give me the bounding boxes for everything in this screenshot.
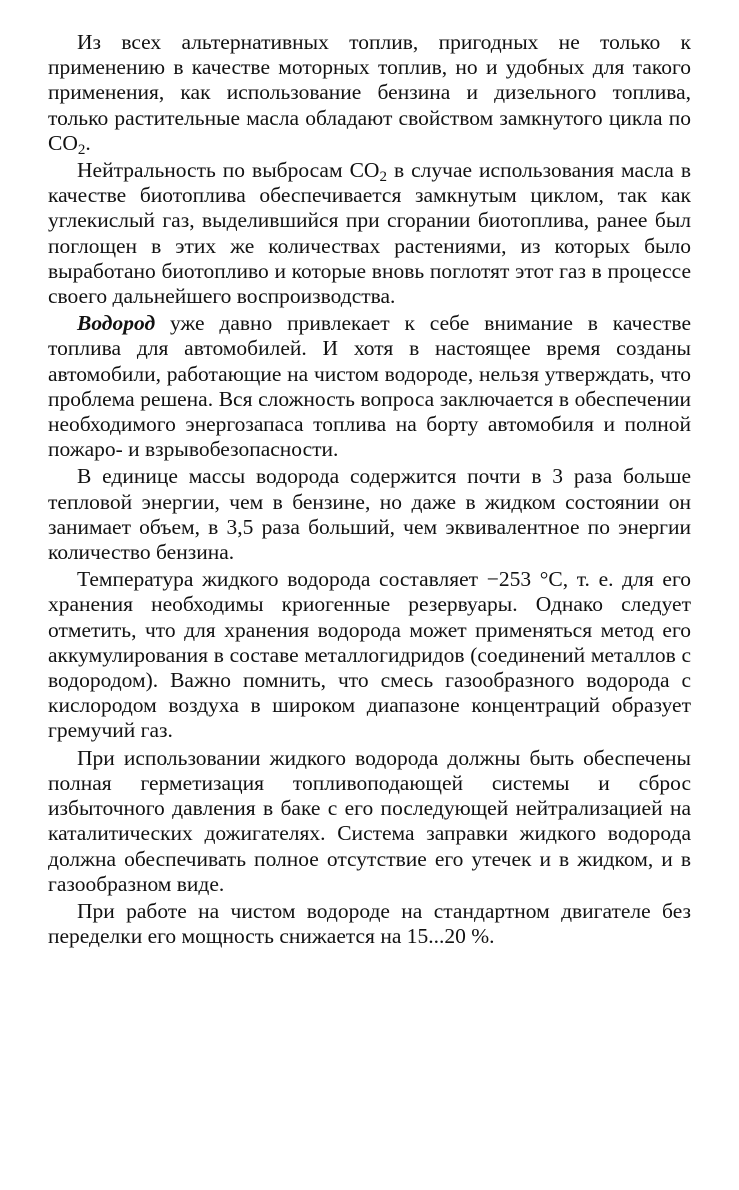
- paragraph-text: уже давно привлекает к себе внимание в качестве топлива для автомобилей. И хотя в настоящее время созданы автомобили, работающие на чистом водороде, нельзя утверждать, что проблема решена. Вся сложность вопроса заключается в обеспечении необходимого энергозапаса топлива на борту автомобиля и полной пожаро- и взрывобезопасности.: [48, 311, 691, 462]
- subscript: 2: [77, 141, 86, 158]
- paragraph-text: В единице массы водорода содержится почти в 3 раза больше тепловой энергии, чем в бензине, но даже в жидком состоянии он занимает объем, в 3,5 раза больший, чем эквивалентное по энергии количество бензина.: [48, 464, 691, 565]
- paragraph-co2-neutrality: [48, 158, 691, 309]
- page-text: [48, 30, 691, 951]
- paragraph-text-end: в случае использования масла в качестве биотоплива обеспечивается замкнутым циклом, так как углекислый газ, выделившийся при сгорании биотоплива, ранее был поглощен в этих же количествах растениями, из которых было выработано биотопливо и которые вновь поглотят этот газ в процессе своего дальнейшего воспроизводства.: [48, 158, 691, 309]
- paragraph-text: Из всех альтернативных топлив, пригодных не только к применению в качестве моторных топлив, но и удобных для такого применения, как использование бензина и дизельного топлива, только растительные масла обладают свойством замкнутого цикла по CO: [48, 30, 691, 155]
- paragraph-hydrogen-energy: [48, 464, 691, 565]
- paragraph-text: Температура жидкого водорода составляет −253 °С, т. е. для его хранения необходимы криогенные резервуары. Однако следует отметить, что для хранения водорода может применяться метод его аккумулирования в составе металлогидридов (соединений металлов с водородом). Важно помнить, что смесь газообразного водорода с кислородом воздуха в широком диапазоне концентраций образует гремучий газ.: [48, 567, 691, 743]
- paragraph-hydrogen-intro: [48, 311, 691, 462]
- paragraph-hydrogen-storage: [48, 567, 691, 743]
- paragraph-hydrogen-safety: [48, 746, 691, 897]
- term-hydrogen: Водород: [77, 311, 156, 336]
- paragraph-text: При работе на чистом водороде на стандартном двигателе без переделки его мощность снижается на 15...20 %.: [48, 898, 691, 949]
- subscript: 2: [379, 168, 387, 185]
- paragraph-text: При использовании жидкого водорода должны быть обеспечены полная герметизация топливоподающей системы и сброс избыточного давления в баке с его последующей нейтрализацией на каталитических дожигателях. Система заправки жидкого водорода должна обеспечивать полное отсутствие его утечек и в жидком, и в газообразном виде.: [48, 745, 691, 896]
- paragraph-text: Нейтральность по выбросам CO: [77, 158, 380, 183]
- paragraph-hydrogen-power: [48, 899, 691, 949]
- paragraph-text-end: .: [85, 130, 91, 155]
- paragraph-co2-cycle: [48, 30, 691, 156]
